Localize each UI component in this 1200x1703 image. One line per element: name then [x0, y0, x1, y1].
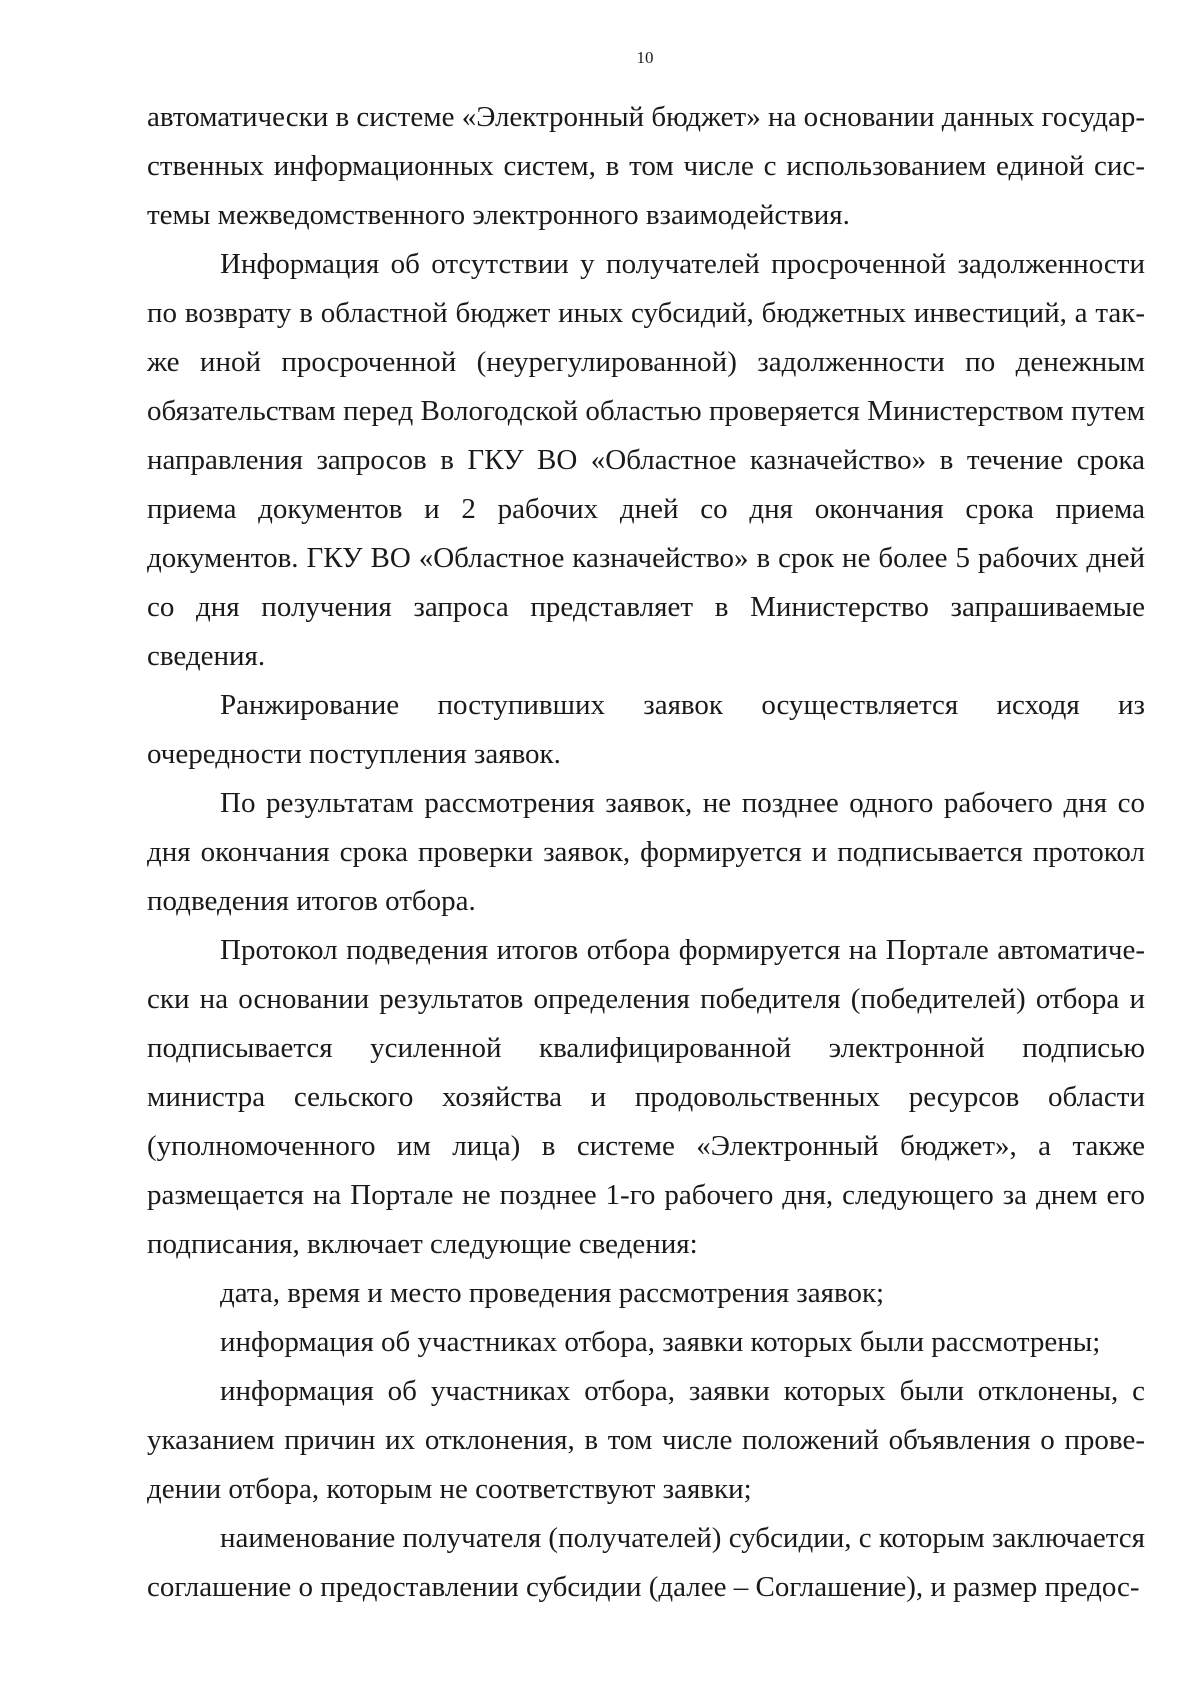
paragraph: автоматически в системе «Электронный бюджет» на основании данных государственных информационных систем, в том числе с использованием единой системы межведомственного электронного взаимодействия.	[147, 101, 1145, 231]
document-body	[147, 93, 1145, 1612]
page-number: 10	[636, 48, 654, 67]
list-item: информация об участниках отбора, заявки которых были отклонены, с указанием причин их отклонения, в том числе положений объявления о проведении отбора, которым не соответствуют заявки;	[147, 1375, 1145, 1505]
list-item: дата, время и место проведения рассмотрения заявок;	[220, 1277, 885, 1309]
paragraph: Информация об отсутствии у получателей просроченной задолженности по возврату в областной бюджет иных субсидий, бюджетных инвестиций, а также иной просроченной (неурегулированной) задолженности по денежным обязательствам перед Вологодской областью проверяется Министерством путем направления запросов в ГКУ ВО «Областное казначейство» в течение срока приема документов и 2 рабочих дней со дня окончания срока приема документов. ГКУ ВО «Областное казначейство» в срок не более 5 рабочих дней со дня получения запроса представляет в Министерство запрашиваемые сведения.	[147, 248, 1145, 672]
list-item: наименование получателя (получателей) субсидии, с которым заключается соглашение о предоставлении субсидии (далее – Соглашение), и размер предос-	[147, 1522, 1145, 1603]
paragraph: Ранжирование поступивших заявок осуществляется исходя из очередности поступления заявок.	[147, 689, 1145, 770]
paragraph: Протокол подведения итогов отбора формируется на Портале автоматически на основании результатов определения победителя (победителей) отбора и подписывается усиленной квалифицированной электронной подписью министра сельского хозяйства и продовольственных ресурсов области (уполномоченного им лица) в системе «Электронный бюджет», а также размещается на Портале не позднее 1-го рабочего дня, следующего за днем его подписания, включает следующие сведения:	[147, 934, 1145, 1260]
list-item: информация об участниках отбора, заявки которых были рассмотрены;	[220, 1326, 1101, 1358]
paragraph: По результатам рассмотрения заявок, не позднее одного рабочего дня со дня окончания срока проверки заявок, формируется и подписывается протокол подведения итогов отбора.	[147, 787, 1145, 917]
